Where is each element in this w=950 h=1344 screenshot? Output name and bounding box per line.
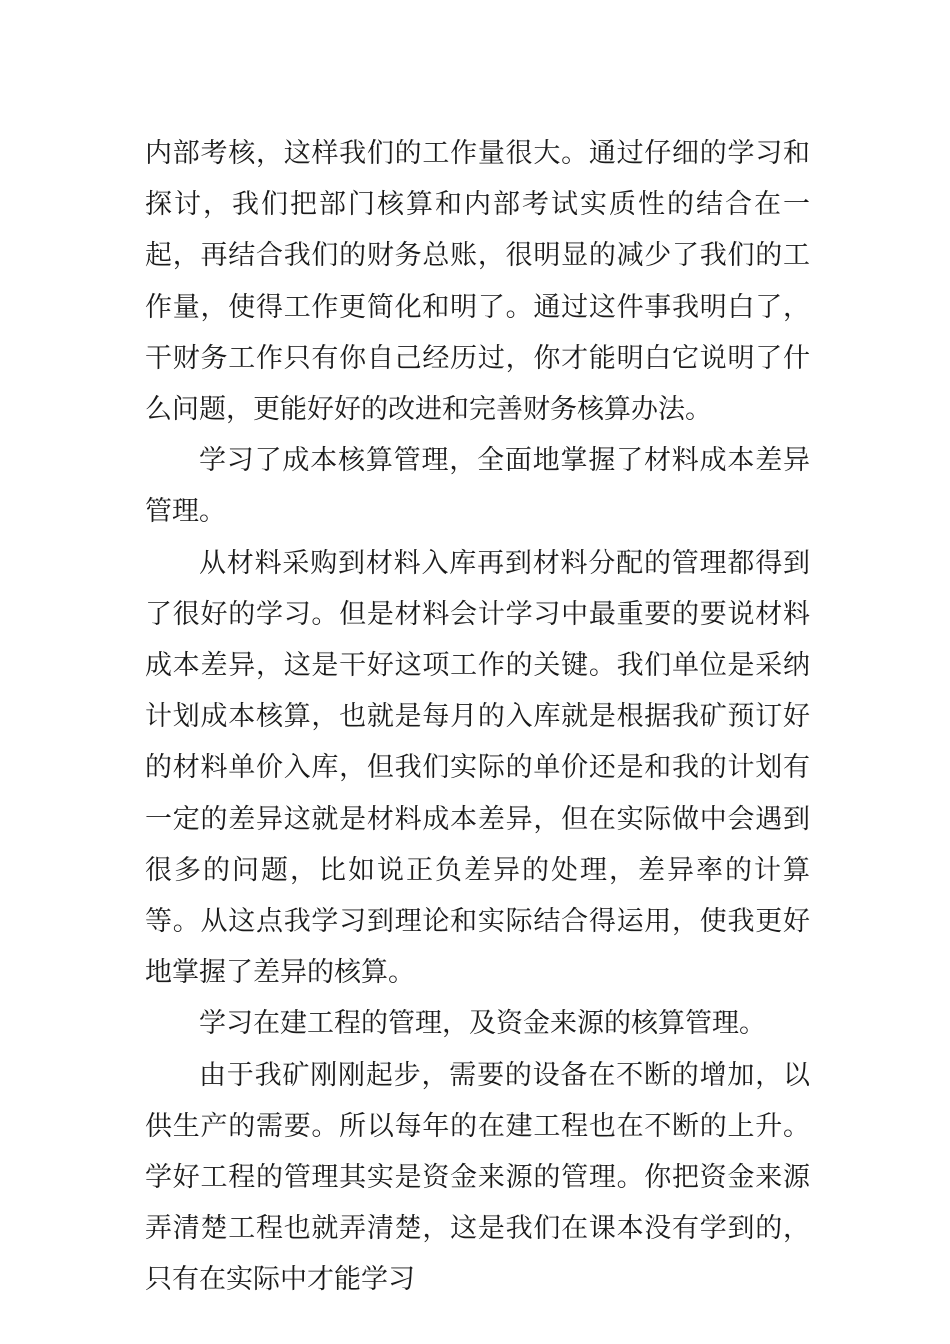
paragraph-cost-accounting: 学习了成本核算管理，全面地掌握了材料成本差异管理。	[145, 445, 810, 528]
paragraph-construction-management: 由于我矿刚刚起步，需要的设备在不断的增加，以供生产的需要。所以每年的在建工程也在不断的上升。学好工程的管理其实是资金来源的管理。你把资金来源弄清楚工程也就弄清楚，这是我们在课本没有学到的，只有在实际中才能学习	[145, 1059, 810, 1296]
document-body	[145, 128, 810, 1306]
paragraph-construction-heading: 学习在建工程的管理，及资金来源的核算管理。	[199, 1008, 766, 1040]
paragraph-material-cost-variance: 从材料采购到材料入库再到材料分配的管理都得到了很好的学习。但是材料会计学习中最重要的要说材料成本差异，这是干好这项工作的关键。我们单位是采纳计划成本核算，也就是每月的入库就是根据我矿预订好的材料单价入库，但我们实际的单价还是和我的计划有一定的差异这就是材料成本差异，但在实际做中会遇到很多的问题，比如说正负差异的处理，差异率的计算等。从这点我学习到理论和实际结合得运用，使我更好地掌握了差异的核算。	[145, 547, 810, 989]
paragraph-continuation: 内部考核，这样我们的工作量很大。通过仔细的学习和探讨，我们把部门核算和内部考试实质性的结合在一起，再结合我们的财务总账，很明显的减少了我们的工作量，使得工作更简化和明了。通过这件事我明白了，干财务工作只有你自己经历过，你才能明白它说明了什么问题，更能好好的改进和完善财务核算办法。	[145, 138, 810, 426]
